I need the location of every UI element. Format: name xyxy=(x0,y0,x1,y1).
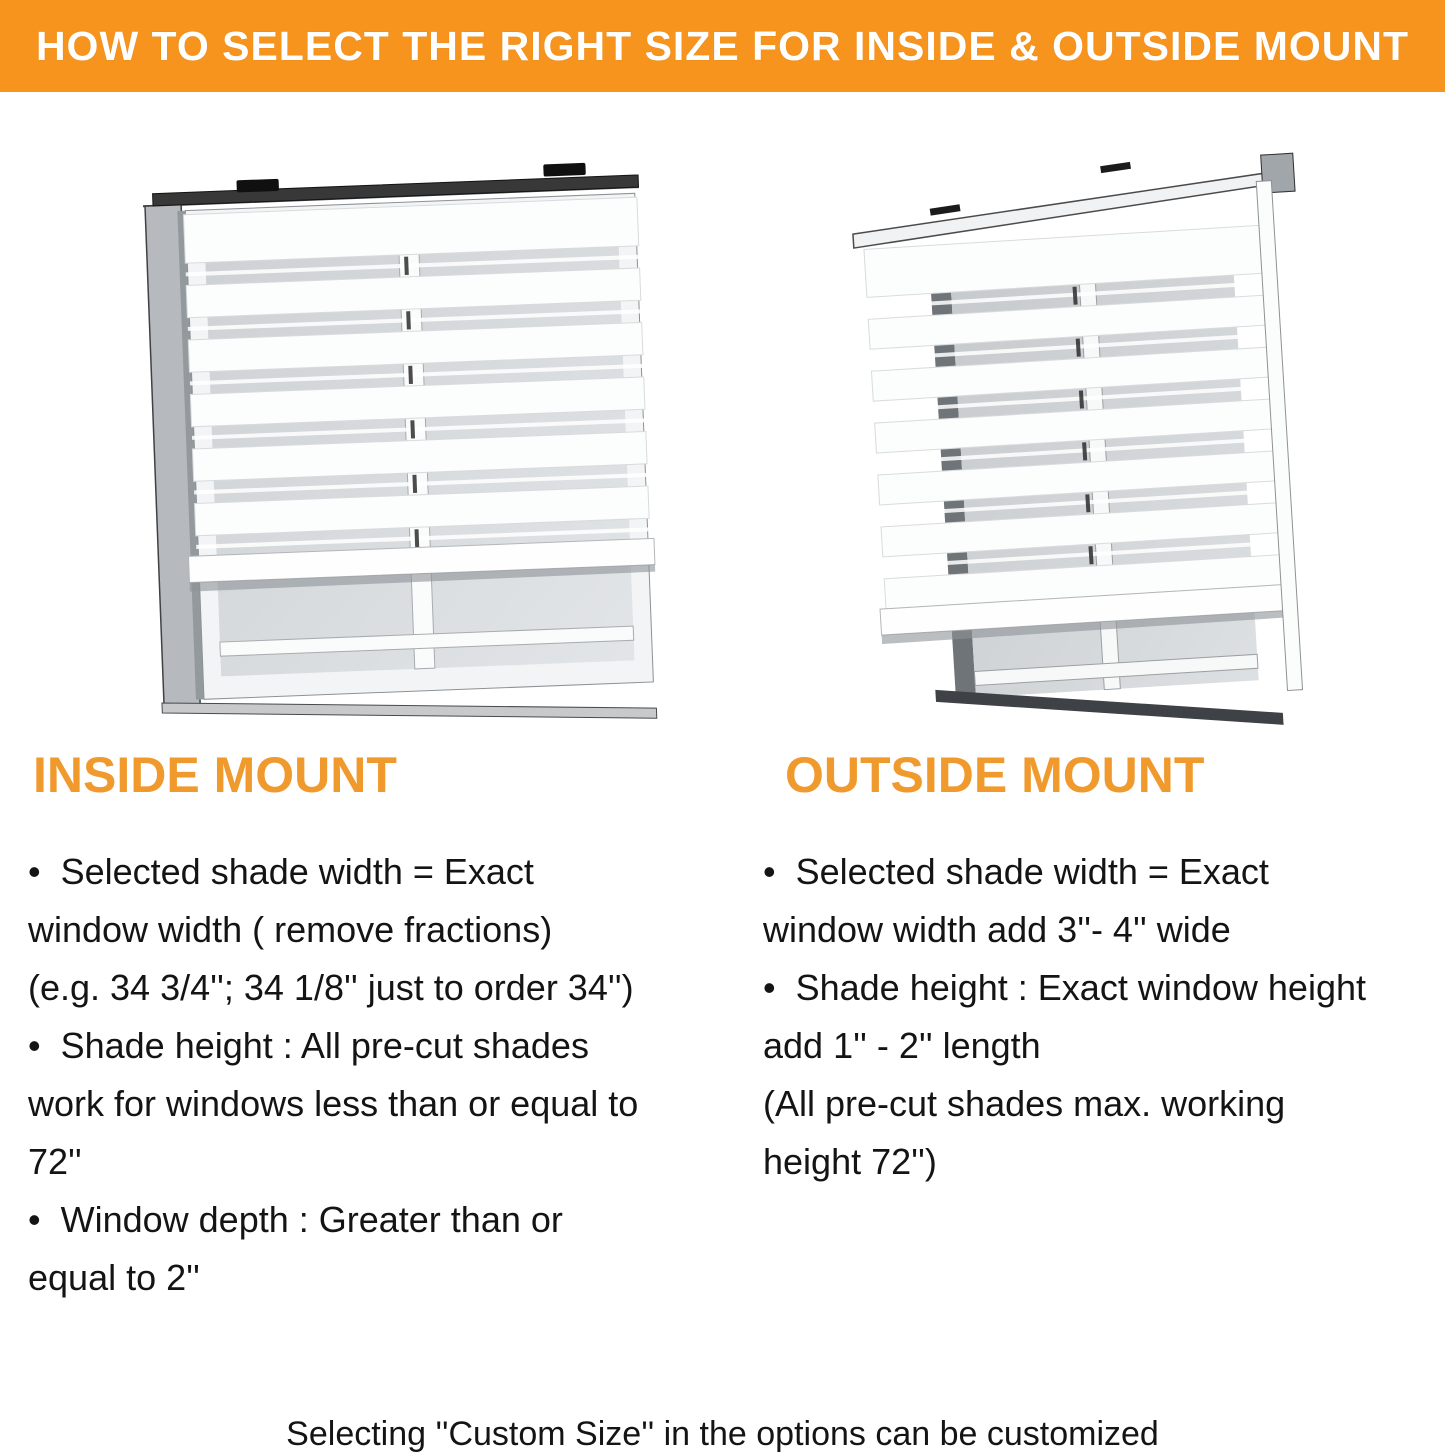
inside-mount-heading: INSIDE MOUNT xyxy=(33,747,397,803)
outside-mount-heading: OUTSIDE MOUNT xyxy=(785,747,1205,803)
instruction-line: • Selected shade width = Exact xyxy=(28,851,534,892)
instruction-line: • Selected shade width = Exact xyxy=(763,851,1269,892)
instruction-line: 72'' xyxy=(28,1141,82,1182)
custom-size-note: Selecting ''Custom Size'' in the options can be customized xyxy=(286,1415,1159,1453)
outside-mount-window-drawing xyxy=(860,140,1322,740)
instruction-line: work for windows less than or equal to xyxy=(28,1083,639,1124)
mounting-clip xyxy=(236,179,279,193)
banner xyxy=(0,0,1445,92)
instruction-line: • Window depth : Greater than or xyxy=(28,1199,563,1240)
inside-mount-window-drawing xyxy=(138,146,660,732)
outside-mount-illustration xyxy=(860,140,1322,740)
inside-mount-instructions xyxy=(28,843,733,1307)
instruction-line: equal to 2'' xyxy=(28,1257,200,1298)
outside-mount-section xyxy=(763,745,1443,1191)
instruction-line: height 72'') xyxy=(763,1141,937,1182)
instruction-line: window width add 3''- 4'' wide xyxy=(763,909,1231,950)
instruction-line: window width ( remove fractions) xyxy=(28,909,553,950)
instruction-line: (e.g. 34 3/4''; 34 1/8'' just to order 34'') xyxy=(28,967,634,1008)
screw-slot xyxy=(930,204,961,215)
banner-title: HOW TO SELECT THE RIGHT SIZE FOR INSIDE & OUTSIDE MOUNT xyxy=(35,22,1410,69)
outside-mount-instructions xyxy=(763,843,1443,1191)
inside-mount-section xyxy=(28,745,733,1307)
instruction-line: (All pre-cut shades max. working xyxy=(763,1083,1286,1124)
inside-mount-illustration xyxy=(138,146,660,732)
instruction-line: add 1'' - 2'' length xyxy=(763,1025,1041,1066)
screw-slot xyxy=(1100,162,1131,173)
mounting-clip xyxy=(543,163,586,177)
instruction-line: • Shade height : Exact window height xyxy=(763,967,1366,1008)
instruction-line: • Shade height : All pre-cut shades xyxy=(28,1025,589,1066)
